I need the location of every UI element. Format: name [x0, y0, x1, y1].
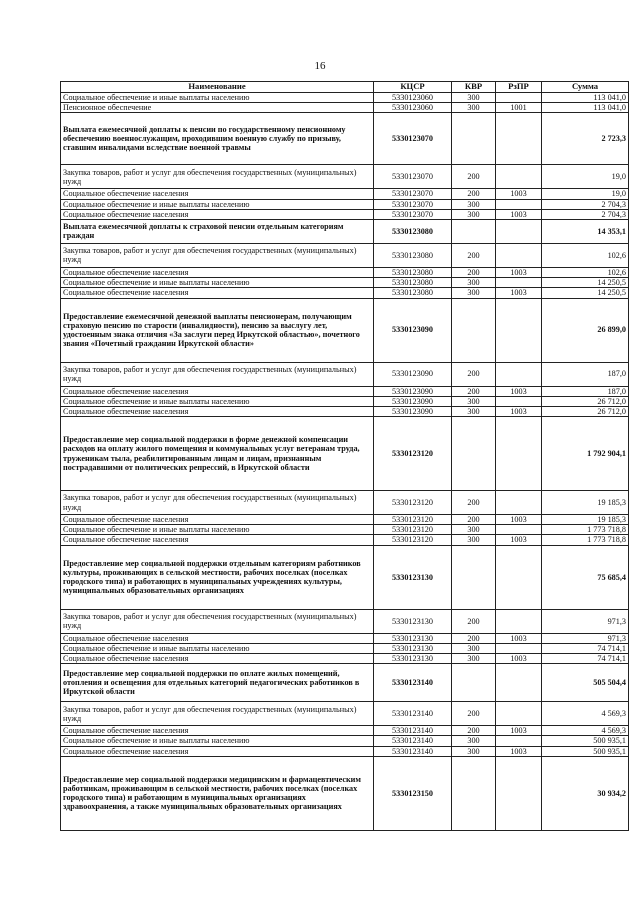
row-rzpr: 1003 [496, 406, 542, 416]
header-sum: Сумма [542, 82, 629, 93]
row-rzpr [496, 417, 542, 491]
row-sum: 2 723,3 [542, 113, 629, 165]
row-sum: 26 712,0 [542, 396, 629, 406]
row-kcsr: 5330123130 [374, 545, 452, 609]
row-name: Закупка товаров, работ и услуг для обеспечения государственных (муниципальных) нужд [61, 609, 374, 633]
row-sum: 14 250,5 [542, 288, 629, 298]
table-row [61, 189, 629, 199]
row-name: Социальное обеспечение и иные выплаты населению [61, 199, 374, 209]
row-kvr: 300 [452, 209, 496, 219]
table-row [61, 267, 629, 277]
row-sum: 500 935,1 [542, 746, 629, 756]
table-row [61, 664, 629, 702]
row-name: Социальное обеспечение и иные выплаты населению [61, 93, 374, 103]
row-kvr: 200 [452, 165, 496, 189]
row-kvr: 300 [452, 93, 496, 103]
row-kcsr: 5330123130 [374, 609, 452, 633]
row-sum: 113 041,0 [542, 93, 629, 103]
row-rzpr [496, 756, 542, 830]
row-rzpr [496, 609, 542, 633]
row-name: Социальное обеспечение населения [61, 288, 374, 298]
table-header-row [61, 82, 629, 93]
row-sum: 500 935,1 [542, 736, 629, 746]
table-row [61, 702, 629, 726]
row-rzpr [496, 298, 542, 362]
row-kvr: 300 [452, 396, 496, 406]
row-sum: 19 185,3 [542, 515, 629, 525]
table-body [61, 93, 629, 831]
row-kcsr: 5330123130 [374, 633, 452, 643]
row-name: Социальное обеспечение населения [61, 633, 374, 643]
row-kcsr: 5330123120 [374, 515, 452, 525]
table-row [61, 545, 629, 609]
row-kvr: 300 [452, 654, 496, 664]
header-kcsr: КЦСР [374, 82, 452, 93]
row-kcsr: 5330123070 [374, 209, 452, 219]
row-kvr [452, 756, 496, 830]
row-name: Предоставление ежемесячной денежной выплаты пенсионерам, получающим страховую пенсию по старости (инвалидности), пенсию за выслугу лет, удостоенным знака отличия «За заслуги перед Иркутской областью», почетного звания «Почетный гражданин Иркутской области» [61, 298, 374, 362]
row-rzpr [496, 165, 542, 189]
row-kcsr: 5330123070 [374, 165, 452, 189]
row-name: Выплата ежемесячной доплаты к страховой пенсии отдельным категориям граждан [61, 219, 374, 243]
row-kcsr: 5330123140 [374, 726, 452, 736]
row-name: Закупка товаров, работ и услуг для обеспечения государственных (муниципальных) нужд [61, 362, 374, 386]
row-sum: 74 714,1 [542, 643, 629, 653]
row-name: Пенсионное обеспечение [61, 103, 374, 113]
table-row [61, 736, 629, 746]
row-kcsr: 5330123090 [374, 406, 452, 416]
row-rzpr [496, 93, 542, 103]
table-row [61, 165, 629, 189]
row-sum: 505 504,4 [542, 664, 629, 702]
row-kcsr: 5330123140 [374, 702, 452, 726]
row-name: Социальное обеспечение и иные выплаты населению [61, 736, 374, 746]
row-sum: 74 714,1 [542, 654, 629, 664]
row-kcsr: 5330123090 [374, 362, 452, 386]
table-row [61, 362, 629, 386]
row-rzpr [496, 278, 542, 288]
row-name: Предоставление мер социальной поддержки по оплате жилых помещений, отопления и освещения для отдельных категорий педагогических работников в Иркутской области [61, 664, 374, 702]
row-name: Предоставление мер социальной поддержки медицинским и фармацевтическим работникам, проживающим в сельской местности, рабочих поселках (поселках городского типа) и работающим в муниципальных организациях здравоохранения, а также муниципальных образовательных организациях [61, 756, 374, 830]
row-kcsr: 5330123070 [374, 199, 452, 209]
header-kvr: КВР [452, 82, 496, 93]
table-row [61, 726, 629, 736]
row-name: Социальное обеспечение и иные выплаты населению [61, 278, 374, 288]
row-rzpr: 1003 [496, 654, 542, 664]
row-kvr: 200 [452, 702, 496, 726]
row-sum: 19,0 [542, 189, 629, 199]
row-name: Предоставление мер социальной поддержки в форме денежной компенсации расходов на оплату жилого помещения и коммунальных услуг ветеранам труда, труженикам тыла, реабилитированным лицам и лицам, признанным пострадавшими от политических репрессий, в Иркутской области [61, 417, 374, 491]
row-sum: 2 704,3 [542, 199, 629, 209]
row-rzpr [496, 396, 542, 406]
budget-table [60, 81, 629, 831]
row-sum: 75 685,4 [542, 545, 629, 609]
row-rzpr: 1003 [496, 535, 542, 545]
row-kvr [452, 545, 496, 609]
row-kvr: 200 [452, 386, 496, 396]
row-name: Социальное обеспечение населения [61, 535, 374, 545]
row-kvr [452, 417, 496, 491]
table-row [61, 93, 629, 103]
table-row [61, 298, 629, 362]
row-kvr: 300 [452, 736, 496, 746]
table-row [61, 288, 629, 298]
row-kcsr: 5330123060 [374, 93, 452, 103]
table-row [61, 525, 629, 535]
row-rzpr: 1003 [496, 515, 542, 525]
table-row [61, 756, 629, 830]
row-sum: 102,6 [542, 267, 629, 277]
row-name: Закупка товаров, работ и услуг для обеспечения государственных (муниципальных) нужд [61, 165, 374, 189]
row-sum: 187,0 [542, 386, 629, 396]
table-row [61, 209, 629, 219]
row-name: Социальное обеспечение населения [61, 406, 374, 416]
row-rzpr: 1003 [496, 746, 542, 756]
row-rzpr [496, 491, 542, 515]
row-kvr: 300 [452, 746, 496, 756]
row-rzpr: 1003 [496, 288, 542, 298]
table-row [61, 535, 629, 545]
row-rzpr [496, 702, 542, 726]
row-kvr: 300 [452, 525, 496, 535]
row-kcsr: 5330123120 [374, 525, 452, 535]
row-kcsr: 5330123090 [374, 386, 452, 396]
row-sum: 971,3 [542, 633, 629, 643]
row-kvr: 200 [452, 726, 496, 736]
row-sum: 19 185,3 [542, 491, 629, 515]
row-rzpr: 1003 [496, 209, 542, 219]
row-kcsr: 5330123130 [374, 654, 452, 664]
row-kcsr: 5330123080 [374, 278, 452, 288]
table-row [61, 515, 629, 525]
row-name: Социальное обеспечение населения [61, 386, 374, 396]
table-row [61, 386, 629, 396]
row-kvr: 200 [452, 189, 496, 199]
row-kvr: 200 [452, 362, 496, 386]
row-name: Выплата ежемесячной доплаты к пенсии по государственному пенсионному обеспечению военнослужащим, проходившим военную службу по призыву, ставшим инвалидами вследствие военной травмы [61, 113, 374, 165]
row-name: Социальное обеспечение населения [61, 189, 374, 199]
row-sum: 1 792 904,1 [542, 417, 629, 491]
table-row [61, 633, 629, 643]
row-rzpr [496, 219, 542, 243]
row-rzpr [496, 525, 542, 535]
row-kcsr: 5330123130 [374, 643, 452, 653]
row-sum: 1 773 718,8 [542, 535, 629, 545]
row-rzpr: 1001 [496, 103, 542, 113]
row-sum: 2 704,3 [542, 209, 629, 219]
row-rzpr [496, 545, 542, 609]
row-kvr: 300 [452, 643, 496, 653]
table-row [61, 643, 629, 653]
row-kcsr: 5330123080 [374, 243, 452, 267]
row-name: Социальное обеспечение населения [61, 209, 374, 219]
row-kcsr: 5330123090 [374, 298, 452, 362]
row-sum: 14 250,5 [542, 278, 629, 288]
table-row [61, 609, 629, 633]
row-rzpr: 1003 [496, 386, 542, 396]
row-name: Социальное обеспечение населения [61, 654, 374, 664]
row-sum: 971,3 [542, 609, 629, 633]
row-kvr: 200 [452, 243, 496, 267]
table-row [61, 243, 629, 267]
row-rzpr: 1003 [496, 189, 542, 199]
row-kcsr: 5330123140 [374, 736, 452, 746]
row-sum: 14 353,1 [542, 219, 629, 243]
row-name: Закупка товаров, работ и услуг для обеспечения государственных (муниципальных) нужд [61, 702, 374, 726]
table-row [61, 103, 629, 113]
row-name: Социальное обеспечение населения [61, 726, 374, 736]
row-rzpr: 1003 [496, 726, 542, 736]
row-name: Закупка товаров, работ и услуг для обеспечения государственных (муниципальных) нужд [61, 243, 374, 267]
row-kcsr: 5330123080 [374, 219, 452, 243]
table-row [61, 199, 629, 209]
row-sum: 1 773 718,8 [542, 525, 629, 535]
row-name: Социальное обеспечение и иные выплаты населению [61, 643, 374, 653]
row-name: Социальное обеспечение населения [61, 746, 374, 756]
row-sum: 19,0 [542, 165, 629, 189]
row-kvr: 200 [452, 609, 496, 633]
row-rzpr [496, 736, 542, 746]
row-sum: 4 569,3 [542, 702, 629, 726]
row-kvr: 200 [452, 267, 496, 277]
row-rzpr: 1003 [496, 633, 542, 643]
row-rzpr [496, 643, 542, 653]
header-rzpr: РзПР [496, 82, 542, 93]
row-name: Социальное обеспечение населения [61, 515, 374, 525]
row-name: Социальное обеспечение и иные выплаты населению [61, 396, 374, 406]
table-row [61, 278, 629, 288]
row-kcsr: 5330123120 [374, 535, 452, 545]
table-row [61, 219, 629, 243]
row-kcsr: 5330123120 [374, 417, 452, 491]
row-kcsr: 5330123070 [374, 113, 452, 165]
row-kvr: 300 [452, 288, 496, 298]
page-number: 16 [314, 60, 326, 72]
row-rzpr [496, 664, 542, 702]
row-rzpr [496, 362, 542, 386]
row-sum: 26 899,0 [542, 298, 629, 362]
row-kcsr: 5330123070 [374, 189, 452, 199]
row-rzpr [496, 199, 542, 209]
row-kvr [452, 113, 496, 165]
row-kvr: 200 [452, 515, 496, 525]
row-kvr: 300 [452, 406, 496, 416]
table-row [61, 491, 629, 515]
row-sum: 102,6 [542, 243, 629, 267]
row-sum: 30 934,2 [542, 756, 629, 830]
row-kvr [452, 664, 496, 702]
row-name: Предоставление мер социальной поддержки отдельным категориям работников культуры, проживающих в сельской местности, рабочих поселках (поселках городского типа) и работающих в муниципальных учреждениях культуры, муниципальных образовательных организациях [61, 545, 374, 609]
row-rzpr [496, 113, 542, 165]
row-name: Закупка товаров, работ и услуг для обеспечения государственных (муниципальных) нужд [61, 491, 374, 515]
row-kvr: 300 [452, 278, 496, 288]
row-kvr: 300 [452, 535, 496, 545]
row-kvr: 200 [452, 633, 496, 643]
row-rzpr [496, 243, 542, 267]
row-name: Социальное обеспечение и иные выплаты населению [61, 525, 374, 535]
table-row [61, 406, 629, 416]
table-row [61, 396, 629, 406]
table-row [61, 654, 629, 664]
row-kcsr: 5330123080 [374, 288, 452, 298]
row-kcsr: 5330123120 [374, 491, 452, 515]
row-kcsr: 5330123060 [374, 103, 452, 113]
table-row [61, 417, 629, 491]
row-kcsr: 5330123090 [374, 396, 452, 406]
row-kcsr: 5330123150 [374, 756, 452, 830]
row-kvr [452, 219, 496, 243]
table-row [61, 113, 629, 165]
row-sum: 187,0 [542, 362, 629, 386]
row-rzpr: 1003 [496, 267, 542, 277]
row-kcsr: 5330123140 [374, 664, 452, 702]
row-kvr: 300 [452, 103, 496, 113]
row-kcsr: 5330123080 [374, 267, 452, 277]
row-sum: 113 041,0 [542, 103, 629, 113]
row-kvr: 300 [452, 199, 496, 209]
row-sum: 26 712,0 [542, 406, 629, 416]
table-row [61, 746, 629, 756]
header-name: Наименование [61, 82, 374, 93]
row-kcsr: 5330123140 [374, 746, 452, 756]
row-kvr [452, 298, 496, 362]
row-sum: 4 569,3 [542, 726, 629, 736]
row-name: Социальное обеспечение населения [61, 267, 374, 277]
row-kvr: 200 [452, 491, 496, 515]
